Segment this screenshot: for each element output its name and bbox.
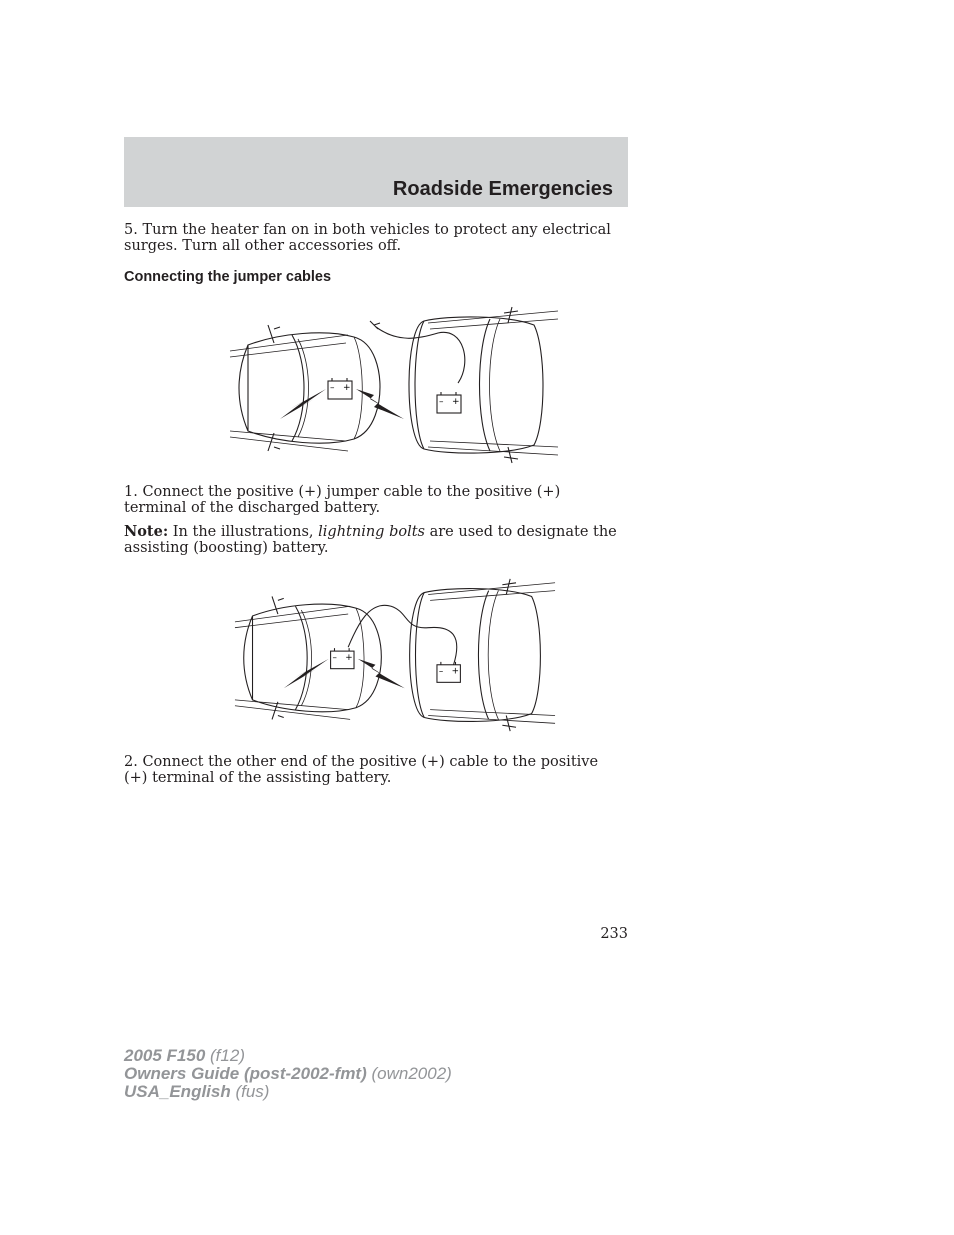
section-header-band (124, 137, 628, 207)
lightning-bolt-icon (280, 389, 326, 419)
document-footer (124, 1047, 452, 1101)
section-title: Roadside Emergencies (392, 178, 613, 200)
discharged-vehicle (230, 325, 380, 451)
svg-text:+: + (452, 397, 460, 407)
svg-text:+: + (343, 383, 351, 393)
note-label: Note: (124, 523, 169, 540)
step-2-text: 2. Connect the other end of the positive (+) cable to the positive (+) terminal of the assisting battery. (124, 754, 599, 786)
footer-line-2: Owners Guide (post-2002-fmt) (own2002) (124, 1064, 452, 1083)
svg-text:–: – (438, 666, 444, 677)
footer-line-3: USA_English (fus) (124, 1082, 270, 1101)
step-1-text: 1. Connect the positive (+) jumper cable to the positive (+) terminal of the discharged battery. (124, 484, 561, 516)
discharged-vehicle (235, 596, 381, 719)
lightning-bolt-icon (284, 659, 329, 688)
svg-text:–: – (439, 397, 444, 407)
note-text: Note: In the illustrations, lightning bolts are used to designate the assisting (boosting) battery. (124, 523, 617, 556)
assisting-vehicle (409, 307, 558, 463)
step-5-text: 5. Turn the heater fan on in both vehicles to protect any electrical surges. Turn all other accessories off. (124, 222, 611, 254)
discharged-battery-icon (331, 648, 354, 668)
jumper-cable (348, 605, 457, 664)
svg-text:–: – (330, 383, 335, 393)
jumper-cable (376, 327, 465, 383)
assisting-battery-icon (437, 392, 461, 413)
svg-text:+: + (451, 666, 459, 677)
svg-text:–: – (332, 652, 337, 663)
assisting-battery-icon (437, 662, 460, 682)
note-italic: lightning bolts (318, 524, 425, 540)
subheading-connecting-cables: Connecting the jumper cables (124, 269, 332, 285)
footer-line-1: 2005 F150 (f12) (124, 1046, 245, 1065)
page-number: 233 (600, 926, 628, 942)
assisting-vehicle (410, 579, 555, 731)
jumper-illustration-1 (228, 303, 560, 468)
jumper-illustration-2 (233, 573, 557, 738)
discharged-battery-icon (328, 378, 352, 399)
svg-text:+: + (345, 652, 353, 663)
